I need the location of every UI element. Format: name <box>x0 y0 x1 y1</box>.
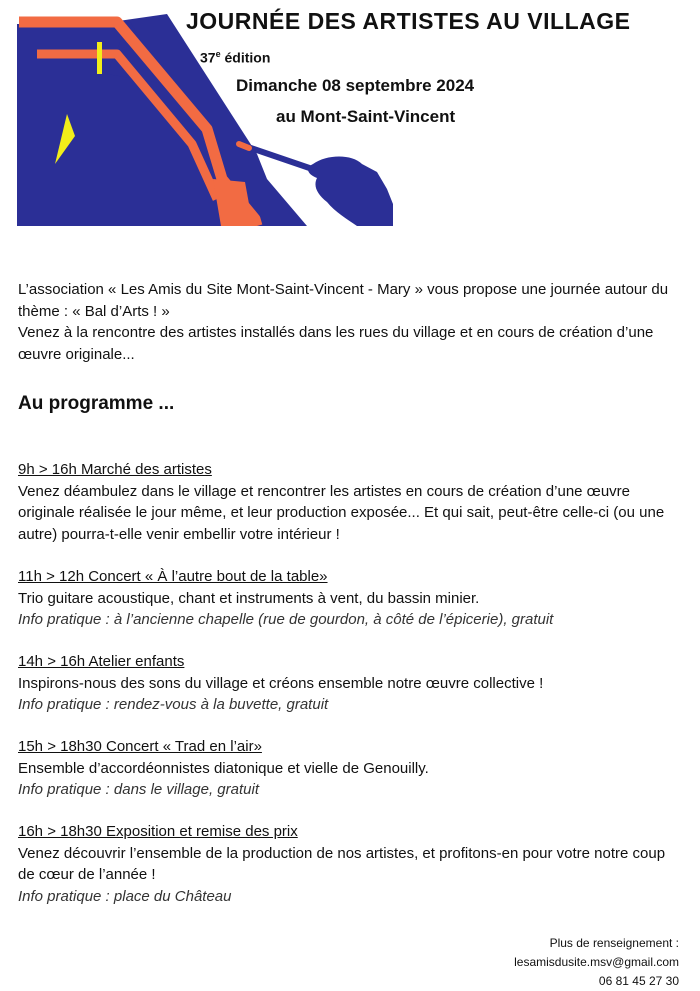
edition-superscript: e <box>215 49 221 59</box>
edition-word: édition <box>220 49 271 66</box>
event-2-title: 11h > 12h Concert « À l’autre bout de la table» <box>18 568 328 585</box>
house-navy-shape <box>17 14 307 226</box>
event-5-title: 16h > 18h30 Exposition et remise des prix <box>18 823 298 840</box>
program-event <box>18 736 683 801</box>
event-4-description: Ensemble d’accordéonnistes diatonique et vielle de Genouilly. <box>18 759 429 777</box>
paintbrush-tip <box>239 144 249 148</box>
event-4-info: Info pratique : dans le village, gratuit <box>18 781 259 798</box>
event-title: JOURNÉE DES ARTISTES AU VILLAGE <box>186 8 631 34</box>
edition-number: 37 <box>200 49 216 66</box>
program-event <box>18 651 683 716</box>
event-2-description: Trio guitare acoustique, chant et instruments à vent, du bassin minier. <box>18 589 480 607</box>
contact-email[interactable]: lesamisdusite.msv@gmail.com <box>514 955 679 969</box>
contact-label: Plus de renseignement : <box>549 936 679 950</box>
contact-block <box>514 934 679 991</box>
program-event <box>18 821 683 907</box>
event-1-description: Venez déambulez dans le village et rencontrer les artistes en cours de création d’une œuvre originale réalisée le jour même, et leur production exposée... Et qui sait, peut-être celle-ci (ou une autre) pourra-t-elle venir embellir votre intérieur ! <box>18 482 665 543</box>
event-3-description: Inspirons-nous des sons du village et créons ensemble notre œuvre collective ! <box>18 674 544 692</box>
painting-hand <box>308 157 393 227</box>
event-3-title: 14h > 16h Atelier enfants <box>18 653 185 670</box>
event-date: Dimanche 08 septembre 2024 <box>236 76 475 95</box>
event-place: au Mont-Saint-Vincent <box>276 107 456 126</box>
event-4-title: 15h > 18h30 Concert « Trad en l’air» <box>18 738 262 755</box>
intro-text <box>18 279 683 365</box>
event-3-info: Info pratique : rendez-vous à la buvette, gratuit <box>18 696 329 713</box>
event-2-info: Info pratique : à l’ancienne chapelle (rue de gourdon, à côté de l’épicerie), gratuit <box>18 611 554 628</box>
intro-line-2: Venez à la rencontre des artistes installés dans les rues du village et en cours de création d’une œuvre originale... <box>18 324 654 363</box>
contact-phone[interactable]: 06 81 45 27 30 <box>598 974 679 988</box>
house-yellow-chimney <box>97 42 102 74</box>
program-heading: Au programme ... <box>18 393 175 414</box>
event-5-description: Venez découvrir l’ensemble de la production de nos artistes, et profitons-en pour votre notre coup de cœur de l’année ! <box>18 844 666 883</box>
program-event <box>18 459 683 545</box>
event-5-info: Info pratique : place du Château <box>18 887 232 905</box>
event-1-title: 9h > 16h Marché des artistes <box>18 461 212 478</box>
intro-line-1: L’association « Les Amis du Site Mont-Saint-Vincent - Mary » vous propose une journée autour du thème : « Bal d’Arts ! » <box>18 281 669 320</box>
edition-label <box>200 49 270 66</box>
program-event <box>18 566 683 631</box>
